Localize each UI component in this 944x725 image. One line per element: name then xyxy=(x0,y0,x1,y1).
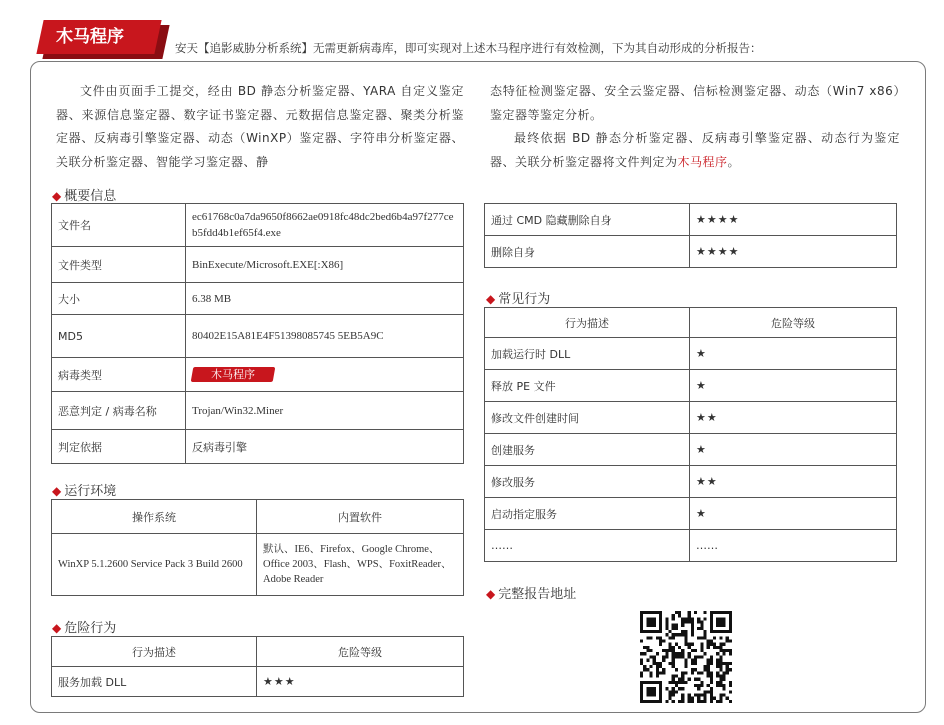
behavior-desc: 创建服务 xyxy=(485,434,690,466)
column-header: 危险等级 xyxy=(690,308,897,338)
section-overview: ◆ 概要信息 xyxy=(52,189,117,204)
column-header: 操作系统 xyxy=(52,500,257,534)
table-row xyxy=(52,667,464,697)
table-row xyxy=(52,534,464,596)
description-para1-part2: 态特征检测鉴定器、安全云鉴定器、信标检测鉴定器、动态（Win7 x86）鉴定器等鉴定分析。 xyxy=(490,84,900,122)
overview-label: 病毒类型 xyxy=(52,358,186,392)
environment-table xyxy=(51,499,464,596)
danger-level: …… xyxy=(690,530,897,562)
overview-filetype: BinExecute/Microsoft.EXE[:X86] xyxy=(186,247,464,283)
diamond-icon: ◆ xyxy=(52,484,62,498)
table-row xyxy=(52,358,464,392)
verdict-highlight: 木马程序 xyxy=(677,154,728,169)
column-header: 行为描述 xyxy=(485,308,690,338)
danger-level: ★★ xyxy=(690,402,897,434)
column-header: 危险等级 xyxy=(257,637,464,667)
section-common: ◆ 常见行为 xyxy=(486,292,551,307)
table-row xyxy=(52,392,464,430)
diamond-icon: ◆ xyxy=(486,292,496,306)
env-software: 默认、IE6、Firefox、Google Chrome、Office 2003、Flash、WPS、FoxitReader、Adobe Reader xyxy=(257,534,464,596)
section-report: ◆ 完整报告地址 xyxy=(486,587,577,602)
danger-table-right xyxy=(484,203,897,268)
table-row xyxy=(485,204,897,236)
danger-level: ★ xyxy=(690,338,897,370)
overview-size: 6.38 MB xyxy=(186,283,464,315)
behavior-desc: 修改文件创建时间 xyxy=(485,402,690,434)
description-para2: 最终依据 BD 静态分析鉴定器、反病毒引擎鉴定器、动态行为鉴定器、关联分析鉴定器将文件判定为木马程序。 xyxy=(490,131,900,169)
diamond-icon: ◆ xyxy=(486,587,496,601)
overview-label: 文件名 xyxy=(52,204,186,247)
diamond-icon: ◆ xyxy=(52,621,62,635)
behavior-desc: 释放 PE 文件 xyxy=(485,370,690,402)
table-row xyxy=(485,402,897,434)
overview-label: 恶意判定 / 病毒名称 xyxy=(52,392,186,430)
behavior-desc: …… xyxy=(485,530,690,562)
table-row xyxy=(52,247,464,283)
table-header-row xyxy=(52,500,464,534)
behavior-desc: 删除自身 xyxy=(485,236,690,268)
diamond-icon: ◆ xyxy=(52,189,62,203)
overview-label: MD5 xyxy=(52,315,186,358)
danger-level: ★ xyxy=(690,498,897,530)
section-danger: ◆ 危险行为 xyxy=(52,621,117,636)
overview-table xyxy=(51,203,464,464)
table-row xyxy=(485,370,897,402)
table-row xyxy=(52,430,464,464)
danger-level: ★ xyxy=(690,434,897,466)
header-intro: 安天【追影威胁分析系统】无需更新病毒库，即可实现对上述木马程序进行有效检测，下为其自动形成的分析报告： xyxy=(175,41,762,55)
table-row xyxy=(485,466,897,498)
danger-level: ★★★★ xyxy=(690,236,897,268)
overview-md5: 80402E15A81E4F51398085745 5EB5A9C xyxy=(186,315,464,358)
table-row xyxy=(52,204,464,247)
behavior-desc: 加载运行时 DLL xyxy=(485,338,690,370)
table-row xyxy=(485,530,897,562)
overview-label: 文件类型 xyxy=(52,247,186,283)
table-row xyxy=(52,315,464,358)
section-environment: ◆ 运行环境 xyxy=(52,484,117,499)
danger-level: ★★ xyxy=(690,466,897,498)
overview-virus-name: Trojan/Win32.Miner xyxy=(186,392,464,430)
behavior-desc: 启动指定服务 xyxy=(485,498,690,530)
danger-level: ★★★ xyxy=(257,667,464,697)
table-header-row xyxy=(485,308,897,338)
table-row xyxy=(485,338,897,370)
behavior-desc: 通过 CMD 隐藏删除自身 xyxy=(485,204,690,236)
overview-filename: ec61768c0a7da9650f8662ae0918fc48dc2bed6b4a97f277ceb5fdd4b1ef65f4.exe xyxy=(186,204,464,247)
table-row xyxy=(485,498,897,530)
danger-level: ★ xyxy=(690,370,897,402)
behavior-desc: 修改服务 xyxy=(485,466,690,498)
common-table xyxy=(484,307,897,562)
env-os: WinXP 5.1.2600 Service Pack 3 Build 2600 xyxy=(52,534,257,596)
table-header-row xyxy=(52,637,464,667)
overview-basis: 反病毒引擎 xyxy=(186,430,464,464)
header-tag: 木马程序 xyxy=(36,20,161,54)
table-row xyxy=(52,283,464,315)
danger-table-left xyxy=(51,636,464,697)
column-header: 行为描述 xyxy=(52,637,257,667)
table-row xyxy=(485,434,897,466)
behavior-desc: 服务加载 DLL xyxy=(52,667,257,697)
danger-level: ★★★★ xyxy=(690,204,897,236)
table-row xyxy=(485,236,897,268)
overview-label: 判定依据 xyxy=(52,430,186,464)
overview-label: 大小 xyxy=(52,283,186,315)
qr-code-icon[interactable] xyxy=(640,611,732,703)
column-header: 内置软件 xyxy=(257,500,464,534)
description-para1-part1: 文件由页面手工提交，经由 BD 静态分析鉴定器、YARA 自定义鉴定器、来源信息鉴定器、数字证书鉴定器、元数据信息鉴定器、聚类分析鉴定器、反病毒引擎鉴定器、动态（WinXP）鉴定器、字符串分析鉴定器、关联分析鉴定器、智能学习鉴定器、静 xyxy=(56,84,464,169)
description-right xyxy=(490,80,900,174)
virus-type-badge: 木马程序 xyxy=(191,367,276,382)
description-left xyxy=(56,80,464,174)
